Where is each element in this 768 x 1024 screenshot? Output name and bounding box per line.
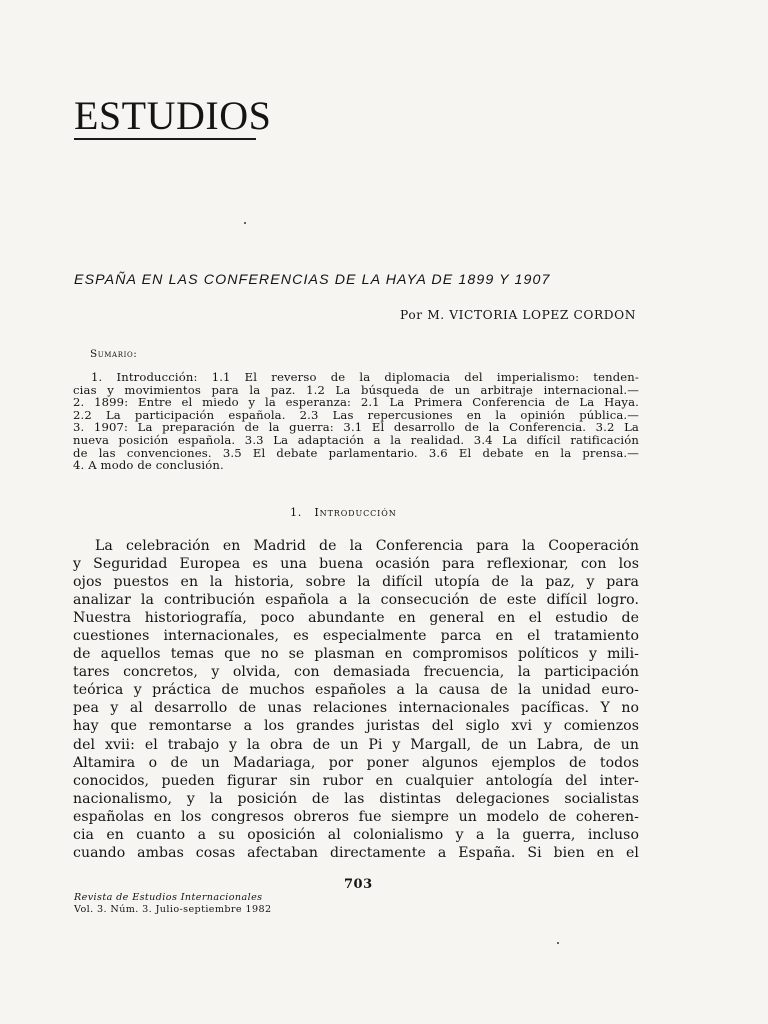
summary-line: 4. A modo de conclusión. xyxy=(73,458,224,473)
journal-citation xyxy=(74,892,271,916)
body-line: ojos puestos en la historia, sobre la difícil utopía de la paz, y para xyxy=(73,574,639,591)
body-text xyxy=(73,537,639,862)
intro-heading-number: 1. xyxy=(290,506,302,519)
body-line: analizar la contribución española a la consecución de este difícil logro. xyxy=(73,592,639,609)
scan-speck xyxy=(557,942,559,944)
intro-heading xyxy=(290,506,397,519)
author-byline: Por M. VICTORIA LOPEZ CORDON xyxy=(400,308,636,322)
body-line: cia en cuanto a su oposición al colonialismo y a la guerra, incluso xyxy=(73,826,639,843)
summary-line: 2. 1899: Entre el miedo y la esperanza: 2.1 La Primera Conferencia de La Haya. xyxy=(73,395,639,410)
page-number: 703 xyxy=(344,877,373,892)
body-line: cuestiones internacionales, es especialmente parca en el tratamiento xyxy=(73,628,639,645)
body-line: hay que remontarse a los grandes juristas del siglo xvi y comienzos xyxy=(73,718,639,735)
summary-block xyxy=(73,371,639,472)
body-line: cuando ambas cosas afectaban directamente a España. Si bien en el xyxy=(73,844,639,861)
journal-name: Revista de Estudios Internacionales xyxy=(74,892,263,903)
summary-line: 1. Introducción: 1.1 El reverso de la diplomacia del imperialismo: tenden- xyxy=(91,370,639,384)
scan-speck xyxy=(244,222,246,224)
summary-heading: Sumario: xyxy=(90,348,138,360)
summary-line: 3. 1907: La preparación de la guerra: 3.1 El desarrollo de la Conferencia. 3.2 La xyxy=(73,420,639,435)
journal-issue: Vol. 3. Núm. 3. Julio-septiembre 1982 xyxy=(74,904,272,915)
body-line: La celebración en Madrid de la Conferencia para la Cooperación xyxy=(95,538,639,554)
summary-line: de las convenciones. 3.5 El debate parlamentario. 3.6 El debate en la prensa.— xyxy=(73,445,639,460)
article-title: ESPAÑA EN LAS CONFERENCIAS DE LA HAYA DE 1899 Y 1907 xyxy=(74,272,551,288)
summary-line: nueva posición española. 3.3 La adaptación a la realidad. 3.4 La difícil ratificación xyxy=(73,432,639,447)
body-line: Nuestra historiografía, poco abundante en general en el estudio de xyxy=(73,610,639,627)
summary-line: cias y movimientos para la paz. 1.2 La búsqueda de un arbitraje internacional.— xyxy=(73,382,639,397)
body-line: tares concretos, y olvida, con demasiada frecuencia, la participación xyxy=(73,664,639,681)
body-line: pea y al desarrollo de unas relaciones internacionales pacíficas. Y no xyxy=(73,700,639,717)
section-title: ESTUDIOS xyxy=(74,93,272,138)
body-line: del xvii: el trabajo y la obra de un Pi y Margall, de un Labra, de un xyxy=(73,736,639,753)
body-line: españolas en los congresos obreros fue siempre un modelo de coheren- xyxy=(73,808,639,825)
body-line: conocidos, pueden figurar sin rubor en cualquier antología del inter- xyxy=(73,772,639,789)
body-line: Altamira o de un Madariaga, por poner algunos ejemplos de todos xyxy=(73,754,639,771)
summary-line: 2.2 La participación española. 2.3 Las repercusiones en la opinión pública.— xyxy=(73,407,639,422)
intro-heading-label: Introducción xyxy=(314,506,397,519)
body-line: teórica y práctica de muchos españoles a la causa de la unidad euro- xyxy=(73,682,639,699)
body-line: y Seguridad Europea es una buena ocasión para reflexionar, con los xyxy=(73,556,639,573)
body-line: de aquellos temas que no se plasman en compromisos políticos y mili- xyxy=(73,646,639,663)
section-title-rule xyxy=(74,138,256,140)
body-line: nacionalismo, y la posición de las distintas delegaciones socialistas xyxy=(73,790,639,807)
